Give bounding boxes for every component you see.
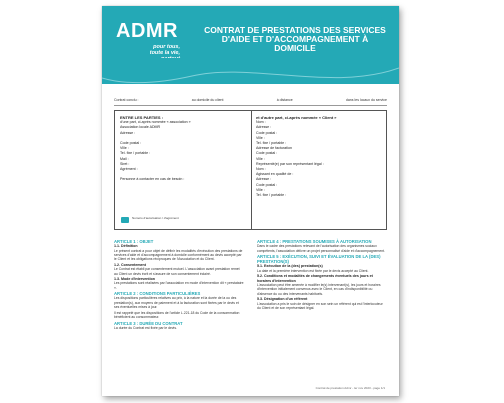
paragraph: Dans le cadre des prestations relevant de l'autorisation des organismes sociaux compétents, l'association délivre un projet personnalisé d'aide et d'accompagnement. — [257, 244, 386, 253]
body-column-left — [114, 238, 244, 331]
certification-logo — [121, 217, 129, 223]
slogan-line: toute la vie, — [149, 50, 180, 56]
field-line: Tel. fixe / portable : — [256, 141, 287, 146]
client-column — [256, 115, 384, 198]
field-line: Adresse : — [120, 130, 136, 135]
parties-box — [114, 110, 387, 230]
article-heading: ARTICLE 5 : EXÉCUTION, SUIVI ET ÉVALUATION DE LA (DES) PRESTATION(S) — [257, 254, 381, 265]
field-line: Ville : — [256, 156, 265, 161]
divider — [251, 111, 252, 229]
association-column — [120, 115, 248, 183]
contract-document — [102, 6, 399, 396]
signing-option: dans les locaux du service — [345, 98, 387, 102]
field-line: Siret : — [120, 161, 130, 166]
field-line: Nom : — [256, 167, 266, 172]
article-heading: ARTICLE 3 : DURÉE DU CONTRAT — [114, 320, 183, 326]
field-line: Association locale ADMR — [120, 125, 161, 130]
field-line: Représenté(e) par son représentant légal : — [256, 161, 324, 166]
admr-logo: ADMR — [116, 20, 178, 42]
paragraph: L'association peut être amenée à modifier le(s) intervenant(s), les jours et horaires d'intervention initialement convenus avec le Client, en cas d'indisponibilité ou d'absence du ou des intervenants habituels. — [257, 283, 381, 296]
section-heading: 5.1. Exécution de la (des) prestation(s) — [257, 264, 323, 269]
field-line: Agissant en qualité de : — [256, 172, 294, 177]
paragraph: Il est rappelé que les dispositions de l'article L.221-18 du Code de la consommation bénéficient au consommateur. — [114, 310, 240, 320]
client-heading: et d'autre part, ci-après nommée « Client » — [256, 115, 337, 120]
field-line: Agrément : — [120, 167, 138, 172]
signing-options — [114, 98, 387, 102]
field-line: Ville : — [256, 135, 265, 140]
field-line: Tel. fixe / portable : — [120, 151, 151, 156]
paragraph: Le présent contrat a pour objet de définir les modalités d'exécution des prestations de services d'aide et d'accompagnement à domicile conformément au devis accepté par le Client et les obligations réciproques de l'Association et du Client. — [114, 248, 243, 262]
signing-option: au domicile du client — [191, 98, 224, 102]
section-heading: 1.2. Consentement — [114, 262, 146, 267]
contract-body — [114, 238, 387, 378]
section-heading: 1.1. Définition — [114, 244, 138, 249]
divider — [114, 105, 387, 106]
header-wave — [102, 58, 399, 90]
article-heading: ARTICLE 1 : OBJET — [114, 239, 154, 244]
field-line: Tel. fixe / portable : — [256, 193, 287, 198]
field-line: Ville : — [256, 187, 265, 192]
field-line: d'une part, ci-après nommée « association » — [120, 120, 191, 125]
field-line: Adresse de facturation — [256, 146, 292, 151]
certification-text: Numéro d'autorisation / d'agrément — [132, 216, 179, 220]
signing-option: Contrat conclu : — [114, 98, 139, 102]
section-heading: 5.3. Désignation d'un référent — [257, 297, 308, 302]
article-heading: ARTICLE 4 : PRESTATIONS SOUMISES À AUTORISATION — [257, 239, 372, 244]
field-line: Adresse : — [256, 177, 272, 182]
paragraph: La date et la première intervention est fixée par le devis accepté au Client. — [257, 268, 369, 273]
section-heading: 5.2. Conditions et modalités de changements éventuels des jours et horaires d'intervention — [257, 274, 373, 283]
paragraph: Le Contrat est établi par consentement mutuel. L'association avant prestation remet au Client un devis écrit et s'assure de son consentement éclairé. — [114, 267, 240, 276]
field-line: Code postal : — [256, 130, 278, 135]
field-line: Nom : — [256, 120, 266, 125]
paragraph: Les prestations sont réalisées par l'association en mode d'intervention dit « prestataire ». — [114, 281, 244, 290]
field-line: Ville : — [120, 146, 129, 151]
paragraph: L'association a pris le soin de désigner en son sein un référent qui est l'interlocuteur du Client et de son représentant légal. — [257, 301, 383, 311]
paragraph: La durée du Contrat est fixée par le devis. — [114, 325, 177, 330]
slogan-line: pour tous, — [153, 44, 180, 50]
field-line: Code postal : — [256, 182, 278, 187]
section-heading: 1.3. Mode d'intervention — [114, 277, 155, 282]
contract-title: CONTRAT DE PRESTATIONS DES SERVICES D'AIDE ET D'ACCOMPAGNEMENT À DOMICILE — [204, 25, 386, 53]
field-line: Mail : — [120, 156, 129, 161]
field-line: Code postal : — [120, 141, 142, 146]
article-heading: ARTICLE 2 : CONDITIONS PARTICULIÈRES — [114, 291, 201, 297]
signing-option: à distance — [276, 98, 293, 102]
body-column-right — [257, 238, 387, 311]
field-line: Adresse : — [256, 125, 272, 130]
field-line: Personne à contacter en cas de besoin : — [120, 177, 185, 182]
paragraph: Les dispositions particulières relatives au prix, à la nature et la durée de la ou des prestation(s), aux moyens de paiement et à la facturation sont fixées par le devis et ses éventuelles mises à jour. — [114, 296, 239, 310]
field-line: Code postal : — [256, 151, 278, 156]
parties-heading: ENTRE LES PARTIES : — [120, 115, 164, 120]
page-footer: Contrat de prestation Admr - ler nov 2023 - page 1/1 — [315, 386, 385, 390]
